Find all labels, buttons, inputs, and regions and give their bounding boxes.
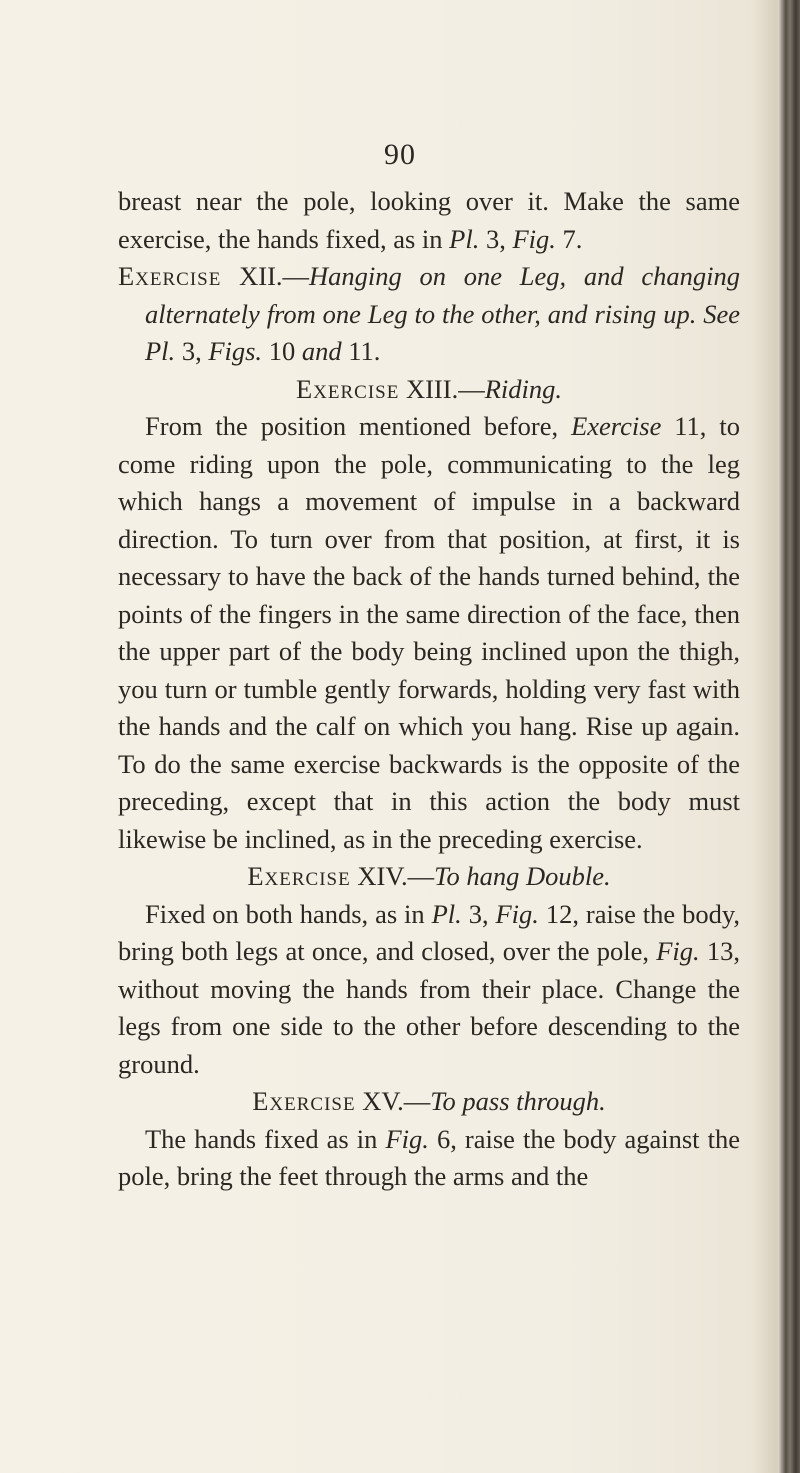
text-run: 11. xyxy=(341,336,381,366)
text-run: Fig. xyxy=(385,1123,429,1154)
body-text xyxy=(118,183,740,1196)
paragraph xyxy=(118,896,740,1084)
text-run: The hands fixed as in xyxy=(145,1123,386,1154)
text-run: 6, raise the body against the pole, bring the feet through the arms and the xyxy=(118,1123,740,1191)
text-run: Exercise xyxy=(118,261,222,291)
text-run: Hanging on one Leg, and changing alternately from one Leg to the other, and rising up. See xyxy=(145,261,740,329)
exercise-heading xyxy=(118,858,740,896)
text-run: Pl. xyxy=(449,223,480,254)
text-run: 11, to come riding upon the pole, communicating to the leg which hangs a movement of impulse in a backward direction. To turn over from that position, at first, it is necessary to have the back of the hands turned behind, the points of the fingers in the same direction of the face, then the upper part of the body being inclined upon the thigh, you turn or tumble gently forwards, holding very fast with the hands and the calf on which you hang. Rise up again. To do the same exercise backwards is the opposite of the preceding, except that in this action the body must likewise be inclined, as in the preceding exercise. xyxy=(118,411,740,854)
exercise-heading xyxy=(118,371,740,409)
text-run: XIII.— xyxy=(399,373,485,404)
text-run: Fig. xyxy=(656,936,700,966)
continued-paragraph xyxy=(118,183,740,258)
text-run: To pass through. xyxy=(430,1086,606,1116)
text-run: Exercise xyxy=(571,411,662,441)
exercise-heading xyxy=(118,258,740,371)
page-number: 90 xyxy=(384,138,416,171)
text-run: 12, raise the body, bring both legs at once, and closed, over the pole, xyxy=(118,898,740,966)
text-run: and xyxy=(301,336,342,366)
text-run: XII.— xyxy=(221,261,310,291)
text-run: Exercise xyxy=(252,1086,356,1116)
text-run: Fixed on both hands, as in xyxy=(145,898,432,929)
paragraph xyxy=(118,408,740,858)
text-run: 7. xyxy=(555,223,583,254)
text-run: Fig. xyxy=(512,223,556,254)
exercise-heading xyxy=(118,1083,740,1121)
text-run: Figs. xyxy=(208,336,263,366)
text-run: To hang Double. xyxy=(434,861,611,891)
text-run: 3, xyxy=(479,223,513,254)
text-run: Pl. xyxy=(145,336,176,366)
text-run: XV.— xyxy=(355,1086,431,1116)
text-run: 10 xyxy=(262,336,302,366)
text-run: 3, xyxy=(461,898,496,929)
text-run: From the position mentioned before, xyxy=(145,411,572,441)
text-run: XIV.— xyxy=(350,861,435,891)
text-run: 13, without moving the hands from their place. Change the legs from one side to the other before descending to the ground. xyxy=(118,936,741,1079)
text-run: Riding. xyxy=(484,373,563,404)
paragraph xyxy=(118,1121,740,1196)
text-run: Pl. xyxy=(431,898,462,929)
page-edge-shadow xyxy=(778,0,800,1473)
text-run: Exercise xyxy=(247,861,351,891)
text-run: 3, xyxy=(175,336,209,366)
text-run: breast near the pole, looking over it. Make the same exercise, the hands fixed, as in xyxy=(118,186,740,254)
text-run: Fig. xyxy=(495,898,539,929)
text-run: Exercise xyxy=(295,373,400,404)
